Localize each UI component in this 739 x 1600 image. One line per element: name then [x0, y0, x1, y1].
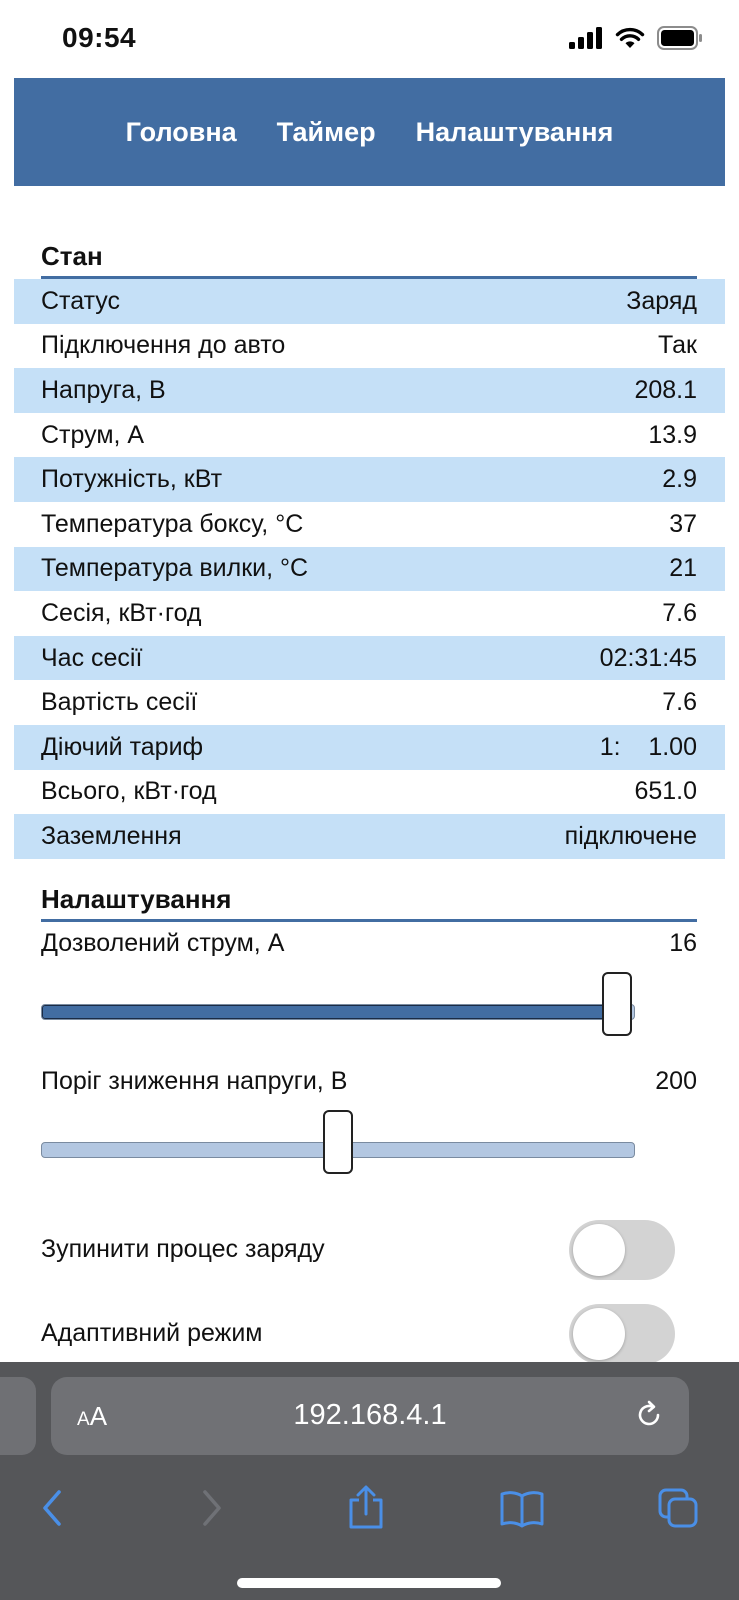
home-indicator [237, 1578, 501, 1588]
chevron-left-icon [37, 1488, 67, 1533]
voltage-slider[interactable] [14, 1100, 725, 1200]
table-row [14, 636, 725, 681]
forward-button[interactable] [182, 1480, 242, 1540]
current-setting-row [14, 926, 725, 962]
tabs-button[interactable] [648, 1480, 708, 1540]
stop-charge-label: Зупинити процес заряду [41, 1235, 325, 1264]
row-value: 208.1 [634, 375, 697, 404]
nav-timer-link[interactable]: Таймер [276, 116, 376, 147]
battery-icon [657, 26, 703, 55]
row-label: Всього, кВт·год [41, 777, 217, 806]
current-slider[interactable] [14, 962, 725, 1062]
row-value: Заряд [626, 286, 697, 315]
state-table [14, 279, 725, 859]
status-bar [0, 0, 739, 78]
settings-divider [41, 919, 697, 922]
voltage-value: 200 [655, 1067, 697, 1096]
share-button[interactable] [336, 1480, 396, 1540]
row-value: 2.9 [662, 465, 697, 494]
row-value: 1: 1.00 [599, 732, 697, 761]
bookmarks-button[interactable] [492, 1480, 552, 1540]
row-value: підключене [564, 821, 697, 850]
back-button[interactable] [22, 1480, 82, 1540]
table-row [14, 547, 725, 592]
voltage-setting-row [14, 1064, 725, 1100]
row-label: Напруга, В [41, 375, 166, 404]
browser-bar [0, 1362, 739, 1600]
browser-toolbar [0, 1480, 739, 1540]
current-slider-thumb[interactable] [602, 972, 632, 1036]
table-row [14, 324, 725, 369]
previous-tab-peek[interactable] [0, 1377, 36, 1455]
tabs-icon [656, 1486, 700, 1535]
current-label: Дозволений струм, А [41, 929, 285, 958]
main-content [14, 186, 725, 1376]
table-row [14, 279, 725, 324]
aa-small: A [77, 1409, 90, 1430]
row-label: Вартість сесії [41, 688, 198, 717]
settings-section-title: Налаштування [41, 883, 232, 914]
table-row [14, 814, 725, 859]
stop-charge-row [14, 1208, 725, 1292]
stop-charge-toggle[interactable] [569, 1220, 675, 1280]
table-row [14, 770, 725, 815]
row-label: Температура вилки, °C [41, 554, 309, 583]
nav-settings-link[interactable]: Налаштування [415, 116, 614, 147]
text-size-button[interactable]: AA [77, 1401, 108, 1431]
current-value: 16 [669, 929, 697, 958]
row-label: Статус [41, 286, 121, 315]
row-label: Діючий тариф [41, 732, 204, 761]
status-time: 09:54 [62, 22, 137, 53]
row-label: Заземлення [41, 821, 182, 850]
row-value: Так [658, 331, 697, 360]
adaptive-mode-toggle[interactable] [569, 1304, 675, 1364]
row-value: 02:31:45 [599, 643, 697, 672]
row-value: 21 [669, 554, 697, 583]
top-nav [14, 78, 725, 186]
voltage-label: Поріг зниження напруги, В [41, 1067, 348, 1096]
row-value: 37 [669, 509, 697, 538]
table-row [14, 457, 725, 502]
reload-icon[interactable] [631, 1397, 667, 1438]
current-slider-fill [42, 1005, 616, 1019]
book-icon [499, 1488, 545, 1533]
table-row [14, 368, 725, 413]
toggle-knob [573, 1224, 625, 1276]
table-row [14, 502, 725, 547]
nav-home-link[interactable]: Головна [125, 116, 237, 147]
row-value: 7.6 [662, 598, 697, 627]
row-value: 651.0 [634, 777, 697, 806]
table-row [14, 413, 725, 458]
wifi-icon [615, 27, 645, 54]
signal-icon [569, 27, 603, 54]
table-row [14, 591, 725, 636]
row-value: 7.6 [662, 688, 697, 717]
voltage-slider-thumb[interactable] [323, 1110, 353, 1174]
row-label: Температура боксу, °C [41, 509, 304, 538]
share-icon [346, 1485, 386, 1536]
chevron-right-icon [197, 1488, 227, 1533]
table-row [14, 725, 725, 770]
row-label: Час сесії [41, 643, 143, 672]
row-value: 13.9 [648, 420, 697, 449]
address-bar[interactable] [51, 1377, 689, 1455]
row-label: Струм, А [41, 420, 145, 449]
status-icons [569, 26, 703, 55]
current-slider-track[interactable] [41, 1004, 635, 1020]
adaptive-mode-label: Адаптивний режим [41, 1319, 263, 1348]
url-text[interactable]: 192.168.4.1 [293, 1399, 447, 1431]
table-row [14, 680, 725, 725]
row-label: Підключення до авто [41, 331, 286, 360]
state-section-title: Стан [41, 241, 103, 271]
toggle-knob [573, 1308, 625, 1360]
row-label: Потужність, кВт [41, 465, 223, 494]
row-label: Сесія, кВт·год [41, 598, 202, 627]
